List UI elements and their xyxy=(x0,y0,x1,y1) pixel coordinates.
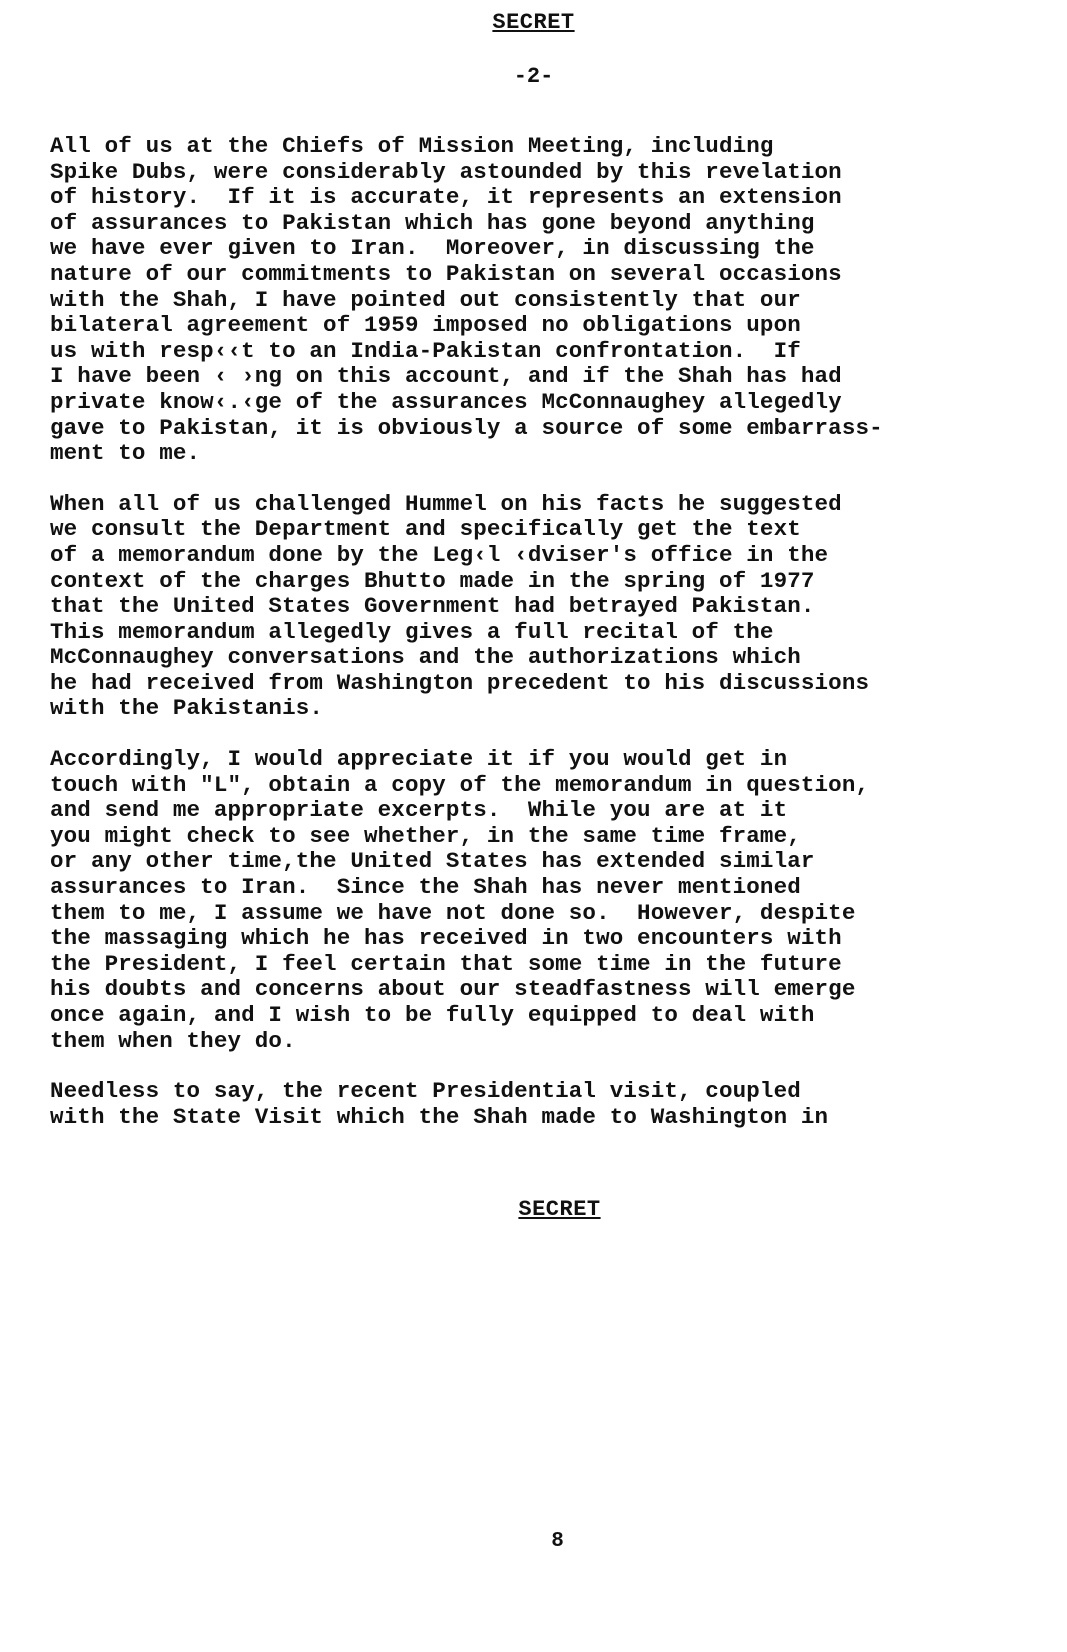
text-line: When all of us challenged Hummel on his facts he suggested xyxy=(50,490,842,517)
text-line: us with resp‹‹t to an India-Pakistan confrontation. If xyxy=(50,337,801,364)
text-line: with the Shah, I have pointed out consistently that our xyxy=(50,286,801,313)
text-line: his doubts and concerns about our steadfastness will emerge xyxy=(50,976,856,1003)
text-line: or any other time,the United States has extended similar xyxy=(50,848,815,875)
text-line: and send me appropriate excerpts. While you are at it xyxy=(50,797,788,824)
paragraph-2 xyxy=(50,492,1010,722)
text-line: assurances to Iran. Since the Shah has never mentioned xyxy=(50,874,801,901)
text-line: the massaging which he has received in two encounters with xyxy=(50,925,842,952)
text-line: we have ever given to Iran. Moreover, in discussing the xyxy=(50,235,815,262)
text-line: with the State Visit which the Shah made to Washington in xyxy=(50,1103,829,1130)
text-line: of a memorandum done by the Leg‹l ‹dviser's office in the xyxy=(50,541,829,568)
text-line: them when they do. xyxy=(50,1027,296,1054)
document-body xyxy=(50,134,1010,1155)
text-line: ment to me. xyxy=(50,440,201,467)
text-line: Needless to say, the recent Presidential visit, coupled xyxy=(50,1078,801,1105)
text-line: context of the charges Bhutto made in the spring of 1977 xyxy=(50,567,815,594)
text-line: private know‹.‹ge of the assurances McConnaughey allegedly xyxy=(50,388,842,415)
text-line: touch with "L", obtain a copy of the memorandum in question, xyxy=(50,771,870,798)
text-line: the President, I feel certain that some time in the future xyxy=(50,950,842,977)
classification-header: SECRET xyxy=(492,10,575,35)
text-line: Spike Dubs, were considerably astounded by this revelation xyxy=(50,158,842,185)
text-line: This memorandum allegedly gives a full recital of the xyxy=(50,618,774,645)
text-line: them to me, I assume we have not done so. However, despite xyxy=(50,899,856,926)
text-line: he had received from Washington precedent to his discussions xyxy=(50,669,870,696)
paragraph-1 xyxy=(50,134,1010,467)
text-line: that the United States Government had betrayed Pakistan. xyxy=(50,593,815,620)
text-line: Accordingly, I would appreciate it if you would get in xyxy=(50,746,788,773)
text-line: of history. If it is accurate, it represents an extension xyxy=(50,184,842,211)
text-line: All of us at the Chiefs of Mission Meeting, including xyxy=(50,133,774,159)
text-line: bilateral agreement of 1959 imposed no obligations upon xyxy=(50,312,801,339)
text-line: of assurances to Pakistan which has gone beyond anything xyxy=(50,209,815,236)
text-line: McConnaughey conversations and the authorizations which xyxy=(50,644,801,671)
text-line: once again, and I wish to be fully equipped to deal with xyxy=(50,1002,815,1028)
paragraph-4 xyxy=(50,1079,1010,1130)
text-line: gave to Pakistan, it is obviously a source of some embarrass- xyxy=(50,414,883,441)
paragraph-3 xyxy=(50,747,1010,1054)
text-line: nature of our commitments to Pakistan on several occasions xyxy=(50,260,842,287)
page-number: 8 xyxy=(551,1530,564,1553)
page-sequence: -2- xyxy=(513,64,554,89)
classification-footer: SECRET xyxy=(518,1197,601,1222)
text-line: we consult the Department and specifically get the text xyxy=(50,516,801,543)
text-line: I have been ‹ ›ng on this account, and if the Shah has had xyxy=(50,363,842,390)
text-line: you might check to see whether, in the same time frame, xyxy=(50,822,801,849)
text-line: with the Pakistanis. xyxy=(50,695,324,722)
